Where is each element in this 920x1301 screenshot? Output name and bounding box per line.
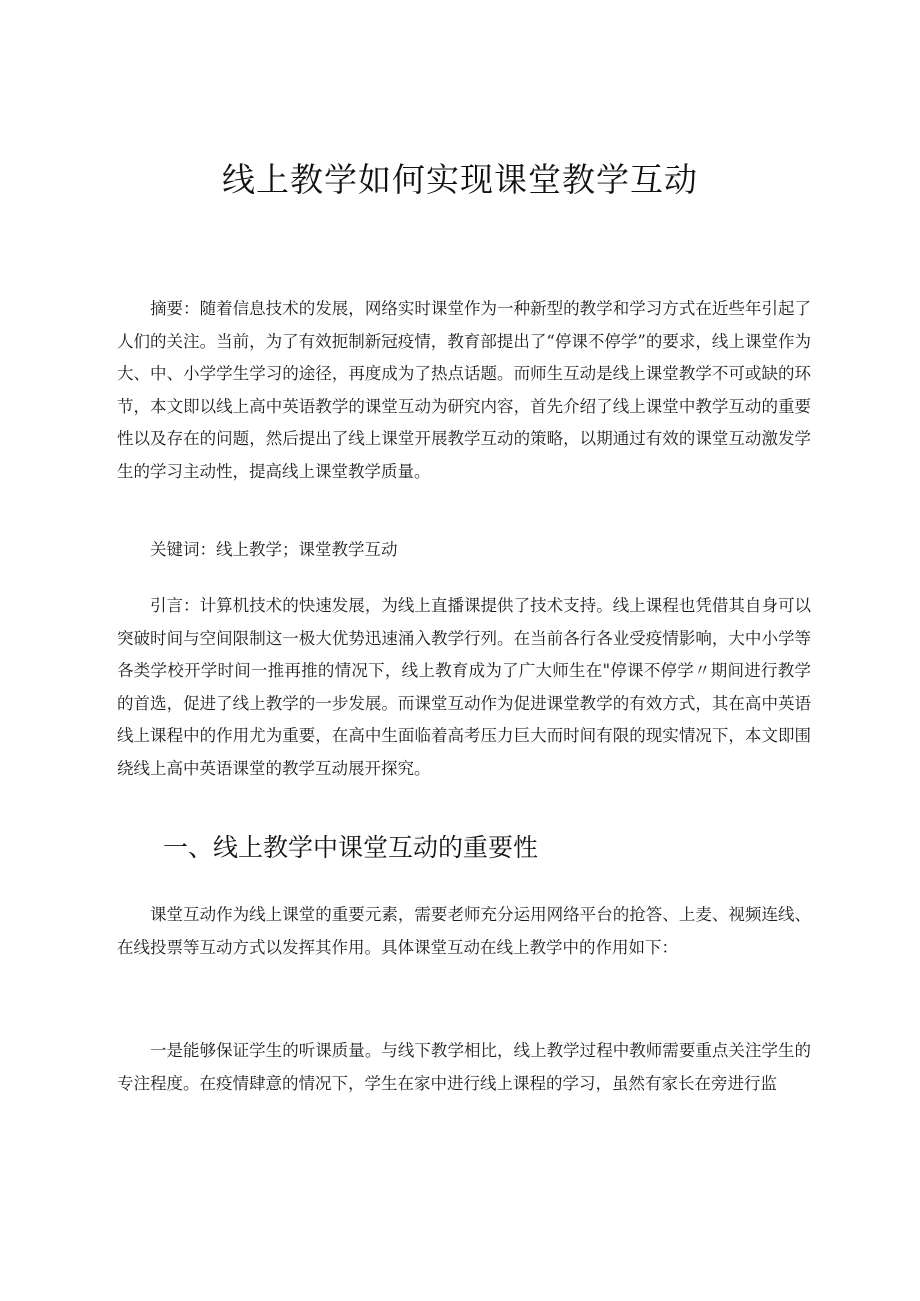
body-paragraph: 一是能够保证学生的听课质量。与线下教学相比，线上教学过程中教师需要重点关注学生的专注程度。在疫情肆意的情况下，学生在家中进行线上课程的学习，虽然有家长在旁进行监 [117, 1041, 811, 1093]
keywords-paragraph: 关键词：线上教学；课堂教学互动 [150, 540, 398, 559]
introduction-paragraph: 引言：计算机技术的快速发展，为线上直播课提供了技术支持。线上课程也凭借其自身可以突破时间与空间限制这一极大优势迅速涌入教学行列。在当前各行各业受疫情影响，大中小学等各类学校开学时间一推再推的情况下，线上教育成为了广大师生在"停课不停学〃期间进行教学的首选，促进了线上教学的一步发展。而课堂互动作为促进课堂教学的有效方式，其在高中英语线上课程中的作用尤为重要，在高中生面临着高考压力巨大而时间有限的现实情况下，本文即围绕线上高中英语课堂的教学互动展开探究。 [117, 596, 811, 778]
section-heading: 一、线上教学中课堂互动的重要性 [163, 833, 539, 862]
body-paragraph: 课堂互动作为线上课堂的重要元素，需要老师充分运用网络平台的抢答、上麦、视频连线、在线投票等互动方式以发挥其作用。具体课堂互动在线上教学中的作用如下： [117, 905, 811, 957]
abstract-paragraph: 摘要：随着信息技术的发展，网络实时课堂作为一种新型的教学和学习方式在近些年引起了人们的关注。当前，为了有效扼制新冠疫情，教育部提出了“停课不停学”的要求，线上课堂作为大、中、小学学生学习的途径，再度成为了热点话题。而师生互动是线上课堂教学不可或缺的环节，本文即以线上高中英语教学的课堂互动为研究内容，首先介绍了线上课堂中教学互动的重要性以及存在的问题，然后提出了线上课堂开展教学互动的策略，以期通过有效的课堂互动激发学生的学习主动性，提高线上课堂教学质量。 [117, 299, 811, 481]
document-title: 线上教学如何实现课堂教学互动 [222, 160, 698, 199]
